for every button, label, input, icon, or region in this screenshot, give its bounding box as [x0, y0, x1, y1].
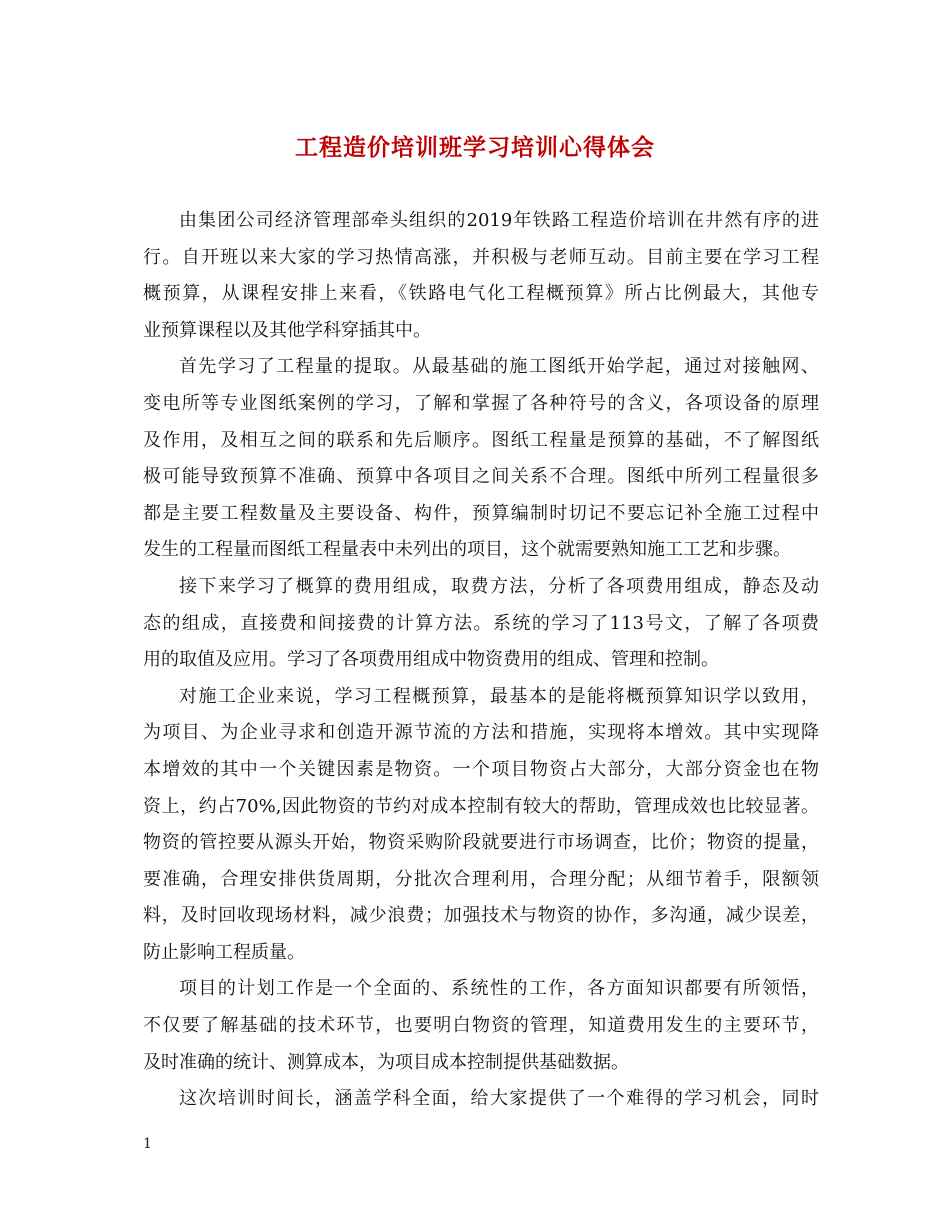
text-line: 极可能导致预算不准确、预算中各项目之间关系不合理。图纸中所列工程量很多 [143, 466, 819, 488]
text-line: 为项目、为企业寻求和创造开源节流的方法和措施，实现将本增效。其中实现降 [143, 722, 819, 744]
text-line: 资上，约占70%,因此物资的节约对成本控制有较大的帮助，管理成效也比较显著。 [143, 795, 819, 817]
paragraph [143, 203, 819, 349]
text-line: 概预算，从课程安排上来看，《铁路电气化工程概预算》所占比例最大，其他专 [143, 283, 819, 305]
text-line: 变电所等专业图纸案例的学习，了解和掌握了各种符号的含义，各项设备的原理 [143, 392, 819, 414]
paragraph [143, 349, 819, 569]
text-line: 要准确，合理安排供货周期，分批次合理利用，合理分配；从细节着手，限额领 [143, 868, 819, 890]
page-number: 1 [143, 1136, 152, 1152]
text-line: 业预算课程以及其他学科穿插其中。 [143, 319, 431, 341]
paragraph [143, 679, 819, 972]
text-line: 防止影响工程质量。 [143, 941, 305, 963]
paragraph [143, 1081, 819, 1118]
paragraph [143, 569, 819, 679]
text-line: 发生的工程量而图纸工程量表中未列出的项目，这个就需要熟知施工工艺和步骤。 [143, 539, 791, 561]
text-line: 态的组成，直接费和间接费的计算方法。系统的学习了113号文，了解了各项费 [143, 612, 819, 634]
paragraph [143, 971, 819, 1081]
text-line: 行。自开班以来大家的学习热情高涨，并积极与老师互动。目前主要在学习工程 [143, 246, 819, 268]
text-line: 都是主要工程数量及主要设备、构件，预算编制时切记不要忘记补全施工过程中 [143, 502, 819, 524]
text-line: 料，及时回收现场材料，减少浪费；加强技术与物资的协作，多沟通，减少误差， [143, 905, 819, 927]
text-line: 首先学习了工程量的提取。从最基础的施工图纸开始学起，通过对接触网、 [179, 356, 819, 378]
text-line: 这次培训时间长，涵盖学科全面，给大家提供了一个难得的学习机会，同时 [179, 1088, 819, 1110]
text-line: 用的取值及应用。学习了各项费用组成中物资费用的组成、管理和控制。 [143, 649, 719, 671]
text-line: 不仅要了解基础的技术环节，也要明白物资的管理，知道费用发生的主要环节， [143, 1015, 819, 1037]
text-line: 由集团公司经济管理部牵头组织的2019年铁路工程造价培训在井然有序的进 [179, 210, 819, 231]
text-line: 及作用，及相互之间的联系和先后顺序。图纸工程量是预算的基础，不了解图纸 [143, 429, 819, 451]
text-line: 及时准确的统计、测算成本，为项目成本控制提供基础数据。 [143, 1051, 629, 1073]
text-line: 项目的计划工作是一个全面的、系统性的工作，各方面知识都要有所领悟， [179, 978, 819, 1000]
document-title: 工程造价培训班学习培训心得体会 [295, 134, 655, 161]
text-line: 物资的管控要从源头开始，物资采购阶段就要进行市场调查，比价；物资的提量， [143, 832, 819, 854]
text-line: 接下来学习了概算的费用组成，取费方法，分析了各项费用组成，静态及动 [179, 575, 819, 597]
text-line: 本增效的其中一个关键因素是物资。一个项目物资占大部分，大部分资金也在物 [143, 758, 819, 780]
document-body [143, 203, 819, 1118]
text-line: 对施工企业来说，学习工程概预算，最基本的是能将概预算知识学以致用， [179, 685, 819, 707]
